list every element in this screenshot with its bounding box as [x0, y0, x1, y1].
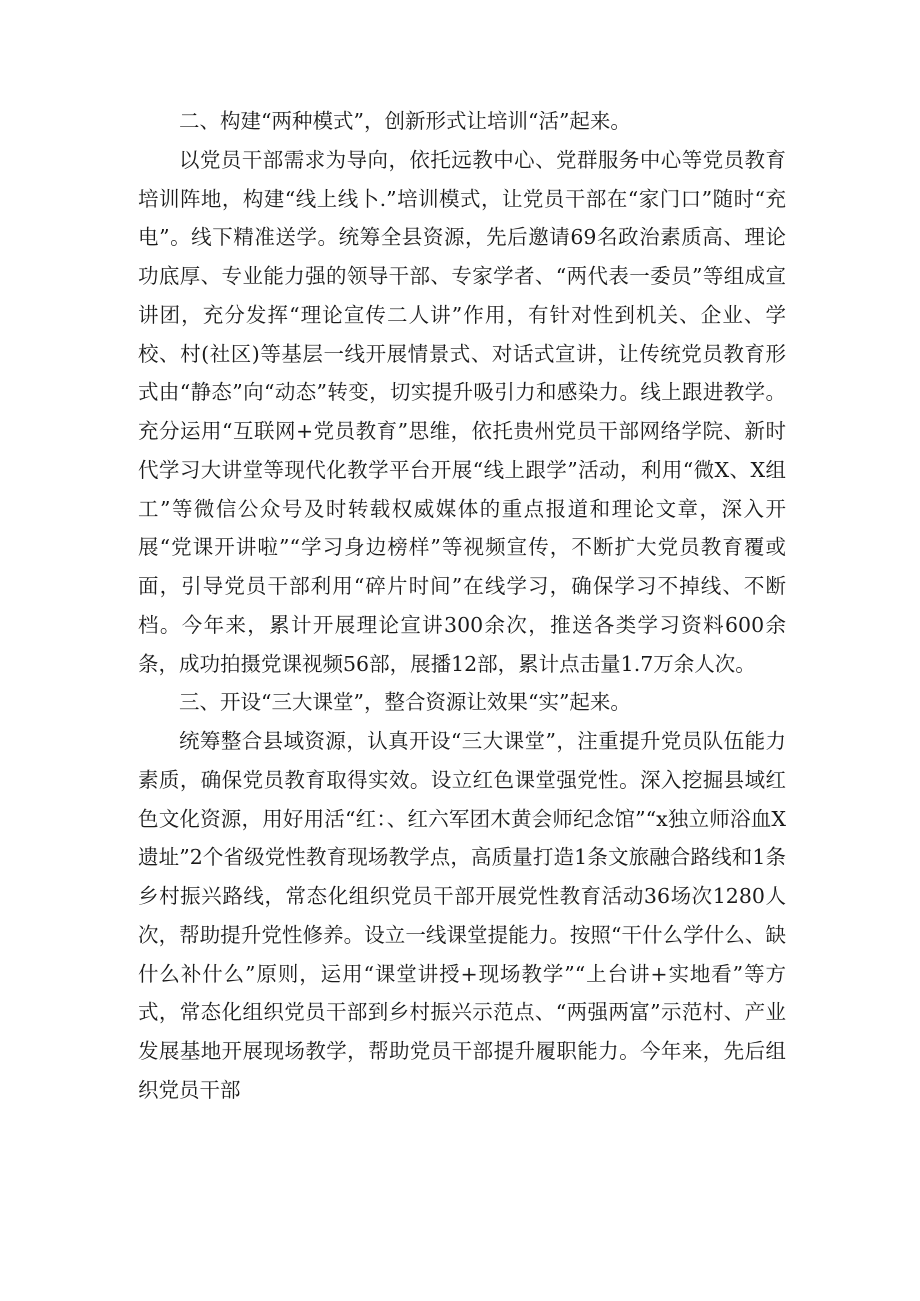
- section-three-paragraph: 统筹整合县域资源，认真开设“三大课堂”，注重提升党员队伍能力素质，确保党员教育取得实效。设立红色课堂强党性。深入挖掘县域红色文化资源，用好用活“红：、红六军团木黄会师纪念馆”“x独立师浴血X遗址”2个省级党性教育现场教学点，高质量打造1条文旅融合路线和1条乡村振兴路线，常态化组织党员干部开展党性教育活动36场次1280人次，帮助提升党性修养。设立一线课堂提能力。按照“干什么学什么、缺什么补什么”原则，运用“课堂讲授+现场教学”“上台讲+实地看”等方式，常态化组织党员干部到乡村振兴示范点、“两强两富”示范村、产业发展基地开展现场教学，帮助党员干部提升履职能力。今年来，先后组织党员干部: [138, 729, 786, 1102]
- section-two-paragraph: 以党员干部需求为导向，依托远教中心、党群服务中心等党员教育培训阵地，构建“线上线卜.”培训模式，让党员干部在“家门口”随时“充电”。线下精准送学。统筹全县资源，先后邀请69名政治素质高、理论功底厚、专业能力强的领导干部、专家学者、“两代表一委员”等组成宣讲团，充分发挥“理论宣传二人讲”作用，有针对性到机关、企业、学校、村(社区)等基层一线开展情景式、对话式宣讲，让传统党员教育形式由“静态”向“动态”转变，切实提升吸引力和感染力。线上跟进教学。充分运用“互联网+党员教育”思维，依托贵州党员干部网络学院、新时代学习大讲堂等现代化教学平台开展“线上跟学”活动，利用“微X、X组工”等微信公众号及时转载权威媒体的重点报道和理论文章，深入开展“党课开讲啦”“学习身边榜样”等视频宣传，不断扩大党员教育覆或面，引导党员干部利用“碎片时间”在线学习，确保学习不掉线、不断档。今年来，累计开展理论宣讲300余次，推送各类学习资料600余条，成功拍摄党课视频56部，展播12部，累计点击量1.7万余人次。: [138, 147, 786, 676]
- section-two-heading: 二、构建“两种模式”，创新形式让培训“活”起来。: [179, 109, 631, 133]
- document-body: [138, 102, 786, 1110]
- section-three-heading: 三、开设“三大课堂”，整合资源让效果“实”起来。: [179, 690, 631, 715]
